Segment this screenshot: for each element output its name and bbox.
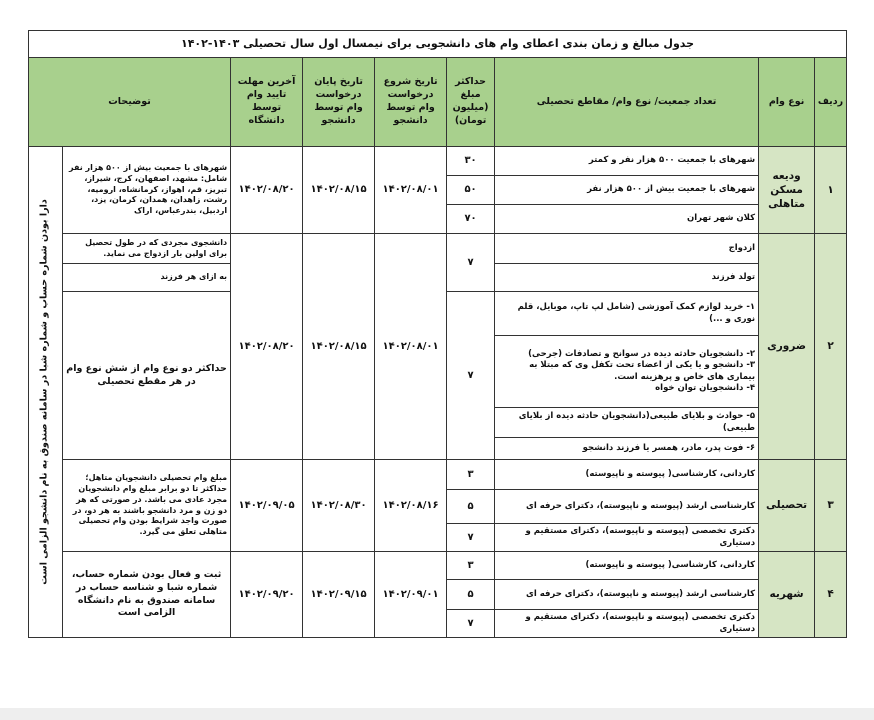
group2-item-child: تولد فرزند: [495, 264, 759, 292]
group2-item-3: ۳- دانشجو و یا یکی از اعضاء تحت تکفل وی که مبتلا به بیماری های خاص و پرهزینه است.: [529, 360, 756, 382]
group2-item-4: ۴- دانشجویان توان خواه: [655, 382, 756, 393]
group1-end: ۱۴۰۲/۰۸/۱۵: [303, 147, 375, 234]
group2-item-marriage: ازدواج: [495, 234, 759, 264]
group2-items-2-3-4: [495, 336, 759, 408]
side-note-cell: [29, 147, 63, 638]
group2-note-marriage: دانشجوی مجردی که در طول تحصیل برای اولین بار ازدواج می نماید.: [63, 234, 231, 264]
header-notes: توضیحات: [29, 58, 231, 147]
group4-item-1: کاردانی، کارشناسی( پیوسته و ناپیوسته): [495, 552, 759, 580]
group1-index: ۱: [815, 147, 847, 234]
group4-amount-1: ۳: [447, 552, 495, 580]
group2-start: ۱۴۰۲/۰۸/۰۱: [375, 234, 447, 460]
header-start-date: تاریخ شروع درخواست وام توسط دانشجو: [375, 58, 447, 147]
group2-deadline: ۱۴۰۲/۰۸/۲۰: [231, 234, 303, 460]
header-max-amount: حداکثر مبلغ (میلیون تومان): [447, 58, 495, 147]
group1-start: ۱۴۰۲/۰۸/۰۱: [375, 147, 447, 234]
group2-item-2: ۲- دانشجویان حادثه دیده در سوانح و تصادفات (جرحی): [528, 348, 756, 359]
group3-end: ۱۴۰۲/۰۸/۳۰: [303, 460, 375, 552]
bottom-bar: [0, 708, 874, 720]
group1-deadline: ۱۴۰۲/۰۸/۲۰: [231, 147, 303, 234]
group2-amount-b: ۷: [447, 292, 495, 460]
group2-amount-a: ۷: [447, 234, 495, 292]
group2-note-other: حداکثر دو نوع وام از شش نوع وام در هر مقطع تحصیلی: [63, 292, 231, 460]
group2-item-5: ۵- حوادث و بلایای طبیعی(دانشجویان حادثه دیده از بلایای طبیعی): [495, 408, 759, 438]
group4-index: ۴: [815, 552, 847, 638]
group1-type: ودیعه مسکن متاهلی: [759, 147, 815, 234]
group3-start: ۱۴۰۲/۰۸/۱۶: [375, 460, 447, 552]
group3-type: تحصیلی: [759, 460, 815, 552]
group4-amount-2: ۵: [447, 580, 495, 610]
group3-item-3: دکتری تخصصی (پیوسته و ناپیوسته)، دکترای مستقیم و دستیاری: [495, 524, 759, 552]
group2-item-6: ۶- فوت پدر، مادر، همسر یا فرزند دانشجو: [495, 438, 759, 460]
group4-amount-3: ۷: [447, 610, 495, 638]
group3-amount-1: ۳: [447, 460, 495, 490]
header-deadline: آخرین مهلت تایید وام توسط دانشگاه: [231, 58, 303, 147]
group3-amount-2: ۵: [447, 490, 495, 524]
group3-amount-3: ۷: [447, 524, 495, 552]
header-count: تعداد جمعیت/ نوع وام/ مقاطع تحصیلی: [495, 58, 759, 147]
group3-deadline: ۱۴۰۲/۰۹/۰۵: [231, 460, 303, 552]
group3-item-2: کارشناسی ارشد (پیوسته و ناپیوسته)، دکترای حرفه ای: [495, 490, 759, 524]
group2-end: ۱۴۰۲/۰۸/۱۵: [303, 234, 375, 460]
group4-item-2: کارشناسی ارشد (پیوسته و ناپیوسته)، دکترای حرفه ای: [495, 580, 759, 610]
loan-schedule-table: [28, 30, 847, 638]
group3-item-1: کاردانی، کارشناسی( پیوسته و ناپیوسته): [495, 460, 759, 490]
group1-amount-3: ۷۰: [447, 205, 495, 234]
group1-amount-1: ۳۰: [447, 147, 495, 176]
header-row-number: ردیف: [815, 58, 847, 147]
group4-start: ۱۴۰۲/۰۹/۰۱: [375, 552, 447, 638]
group1-amount-2: ۵۰: [447, 176, 495, 205]
group1-note: شهرهای با جمعیت بیش از ۵۰۰ هزار نفر شامل: مشهد، اصفهان، کرج، شیراز، تبریز، قم، اهواز، کرمانشاه، ارومیه، رشت، زاهدان، همدان، کرمان، یزد، اردبیل، بندرعباس، اراک: [63, 147, 231, 234]
side-note: دارا بودن شماره حساب و شماره شبا در سامانه صندوق به نام دانشجو الزامی است: [38, 199, 50, 585]
group2-index: ۲: [815, 234, 847, 460]
group3-index: ۳: [815, 460, 847, 552]
group4-end: ۱۴۰۲/۰۹/۱۵: [303, 552, 375, 638]
group1-item-3: کلان شهر تهران: [495, 205, 759, 234]
group2-type: ضروری: [759, 234, 815, 460]
header-loan-type: نوع وام: [759, 58, 815, 147]
group4-type: شهریه: [759, 552, 815, 638]
group4-item-3: دکتری تخصصی (پیوسته و ناپیوسته)، دکترای مستقیم و دستیاری: [495, 610, 759, 638]
group1-item-1: شهرهای با جمعیت ۵۰۰ هزار نفر و کمتر: [495, 147, 759, 176]
header-end-date: تاریخ پایان درخواست وام توسط دانشجو: [303, 58, 375, 147]
group4-note: ثبت و فعال بودن شماره حساب، شماره شبا و شناسه حساب در سامانه صندوق به نام دانشگاه الزامی است: [63, 552, 231, 638]
table-title: جدول مبالغ و زمان بندی اعطای وام های دانشجویی برای نیمسال اول سال تحصیلی ۱۴۰۳-۱۴۰۲: [29, 31, 847, 58]
group1-item-2: شهرهای با جمعیت بیش از ۵۰۰ هزار نفر: [495, 176, 759, 205]
group3-note: مبلغ وام تحصیلی دانشجویان متاهل؛ حداکثر تا دو برابر مبلغ وام دانشجویان مجرد عادی می باشد. در صورتی که هر دو زن و مرد دانشجو باشند به هر دو، در صورت واجد شرایط بودن وام تحصیلی متاهلی تعلق می گیرد.: [63, 460, 231, 552]
group4-deadline: ۱۴۰۲/۰۹/۲۰: [231, 552, 303, 638]
group2-item-1: ۱- خرید لوازم کمک آموزشی (شامل لپ تاپ، موبایل، قلم نوری و ...): [495, 292, 759, 336]
group2-note-child: به ازای هر فرزند: [63, 264, 231, 292]
